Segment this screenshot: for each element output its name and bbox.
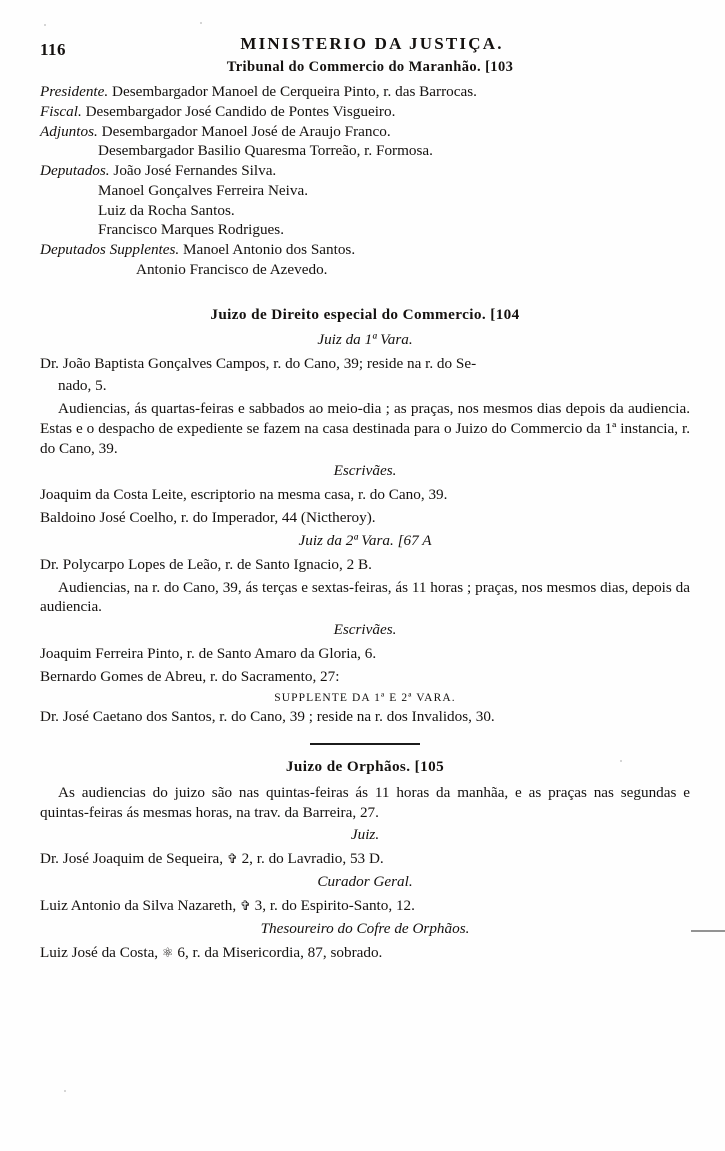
roster-text: João José Fernandes Silva. — [113, 162, 277, 179]
roster-line — [40, 201, 690, 221]
vara2-judge: Dr. Polycarpo Lopes de Leão, r. de Santo Ignacio, 2 B. — [40, 555, 372, 573]
vara1-body-text: Audiencias, ás quartas-feiras e sabbados ao meio-dia ; as praças, nos mesmos dias depois da audiencia. Estas e o despacho de expediente se fazem na casa destinada para o Juizo do Commercio da 1ª instancia, r. do Cano, 39. — [40, 400, 690, 457]
orphaos-juiz-address: 2, r. do Lavradio, 53 D. — [241, 850, 384, 868]
page-header-title: MINISTERIO DA JUSTIÇA. — [240, 34, 504, 53]
cross-medal-icon: ✞ — [239, 899, 251, 915]
section-heading-orphaos: Juizo de Orphãos. [105 — [285, 757, 445, 775]
orphaos-thesoureiro-name: Luiz José da Costa, — [40, 944, 159, 962]
roster-line — [40, 181, 690, 201]
roster-line — [40, 122, 690, 142]
page-content — [40, 34, 690, 966]
escrivao-entry: Baldoino José Coelho, r. do Imperador, 44 (Nictheroy). — [40, 509, 376, 526]
round-medal-icon: ⚛ — [161, 946, 174, 962]
section-divider — [310, 743, 420, 745]
roster-label: Deputados Supplentes. — [40, 241, 180, 258]
roster-line — [40, 141, 690, 161]
orphaos-thesoureiro-title: Thesoureiro do Cofre de Orphãos. — [260, 920, 470, 938]
escrivaes-title-1: Escrivães. — [333, 462, 397, 480]
roster-text: Luiz da Rocha Santos. — [98, 201, 235, 219]
page-edge-mark — [691, 930, 725, 932]
escrivao-entry: Bernardo Gomes de Abreu, r. do Sacramento, 27: — [40, 667, 340, 685]
vara1-body — [40, 399, 690, 458]
roster-line — [40, 82, 690, 102]
orphaos-body — [40, 783, 690, 823]
orphaos-juiz-title: Juiz. — [350, 826, 380, 844]
roster-line — [40, 161, 690, 181]
orphaos-curador-name: Luiz Antonio da Silva Nazareth, — [40, 897, 237, 915]
speck — [64, 1090, 66, 1092]
roster-line — [40, 102, 690, 122]
orphaos-body-text: As audiencias do juizo são nas quintas-feiras ás 11 horas da manhãa, e as praças nas segundas e quintas-feiras ás mesmas horas, na trav. da Barreira, 27. — [40, 783, 690, 821]
speck — [44, 24, 46, 26]
roster-text: Manoel Gonçalves Ferreira Neiva. — [98, 181, 309, 199]
roster-text: Desembargador Basilio Quaresma Torreão, r. Formosa. — [98, 142, 433, 160]
tribunal-roster — [40, 82, 690, 280]
page-header-subtitle: Tribunal do Commercio do Maranhão. [103 — [226, 59, 514, 75]
page-number: 116 — [40, 40, 67, 59]
cross-medal-icon: ✞ — [226, 852, 238, 868]
escrivao-entry: Joaquim Ferreira Pinto, r. de Santo Amaro da Gloria, 6. — [40, 645, 377, 662]
orphaos-curador-title: Curador Geral. — [317, 873, 413, 891]
section-heading-commercio: Juizo de Direito especial do Commercio. [104 — [210, 305, 520, 323]
orphaos-juiz-entry — [40, 849, 690, 869]
roster-text: Francisco Marques Rodrigues. — [98, 221, 285, 239]
roster-text: Desembargador Manoel de Cerqueira Pinto, r. das Barrocas. — [111, 83, 477, 100]
supplente-label: SUPPLENTE DA 1ª E 2ª VARA. — [274, 691, 456, 704]
roster-text: Manoel Antonio dos Santos. — [183, 241, 356, 258]
roster-line — [40, 220, 690, 240]
vara2-body — [40, 578, 690, 618]
roster-label: Adjuntos. — [40, 122, 98, 140]
roster-line — [40, 240, 690, 260]
speck — [200, 22, 202, 24]
orphaos-juiz-name: Dr. José Joaquim de Sequeira, — [40, 850, 224, 868]
roster-label: Deputados. — [40, 162, 110, 179]
roster-line — [40, 260, 690, 280]
escrivao-entry: Joaquim da Costa Leite, escriptorio na mesma casa, r. do Cano, 39. — [40, 486, 448, 504]
vara1-judge-line — [40, 354, 690, 374]
orphaos-curador-entry — [40, 896, 690, 916]
roster-text: Antonio Francisco de Azevedo. — [136, 260, 328, 278]
orphaos-thesoureiro-entry — [40, 943, 690, 963]
vara1-title: Juiz da 1ª Vara. — [317, 330, 413, 348]
vara2-body-text: Audiencias, na r. do Cano, 39, ás terças e sextas-feiras, ás 11 horas ; praças, nos mesmos dias, depois da audiencia. — [40, 578, 690, 616]
supplente-name: Dr. José Caetano dos Santos, r. do Cano, 39 ; reside na r. dos Invalidos, 30. — [40, 707, 495, 725]
escrivaes-title-2: Escrivães. — [333, 621, 397, 638]
vara1-judge: Dr. João Baptista Gonçalves Campos, r. do Cano, 39; reside na r. do Se- — [40, 354, 477, 372]
orphaos-thesoureiro-address: 6, r. da Misericordia, 87, sobrado. — [177, 944, 383, 962]
roster-text: Desembargador José Candido de Pontes Visgueiro. — [85, 102, 396, 120]
vara1-judge-continuation: nado, 5. — [58, 377, 107, 395]
orphaos-curador-address: 3, r. do Espirito-Santo, 12. — [254, 897, 415, 915]
roster-label: Fiscal. — [40, 102, 82, 120]
roster-text: Desembargador Manoel José de Araujo Franco. — [101, 122, 391, 140]
vara2-title: Juiz da 2ª Vara. [67 A — [298, 531, 432, 549]
roster-label: Presidente. — [40, 83, 109, 100]
